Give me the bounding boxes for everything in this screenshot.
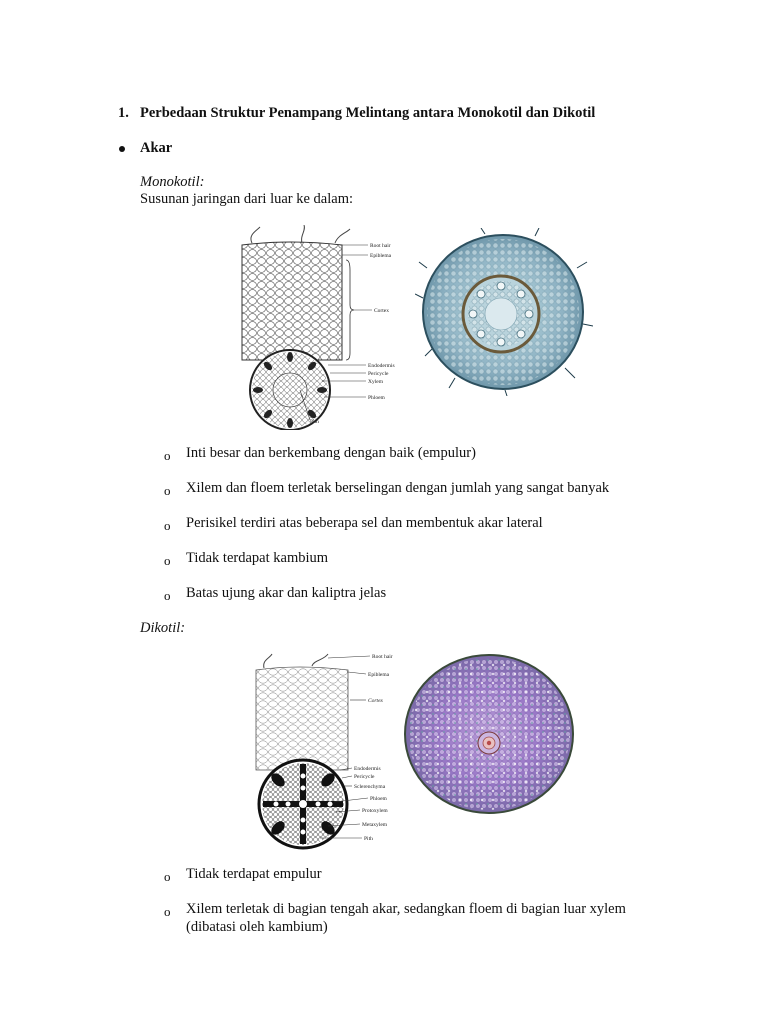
section-title: Akar	[140, 140, 173, 156]
dicot-label-protoxylem: Protoxylem	[362, 808, 388, 814]
mono-label-pericycle: Pericycle	[368, 371, 389, 377]
mono-label-cortex: Cortex	[374, 308, 389, 314]
mono-label-xylem: Xylem	[368, 379, 383, 385]
mono-label-pith: Pith	[310, 419, 319, 425]
bullet-o-icon: o	[164, 483, 171, 498]
mono-point-5: Batas ujung akar dan kaliptra jelas	[186, 585, 387, 601]
dicot-label-pith: Pith	[364, 836, 373, 842]
mono-label-root-hair: Root hair	[370, 243, 391, 249]
mono-point-4: Tidak terdapat kambium	[186, 550, 329, 566]
dicot-label-root-hair: Root hair	[372, 654, 393, 660]
dicot-label-epiblema: Epiblema	[368, 672, 390, 678]
dicot-micrograph	[403, 653, 575, 815]
di-point-2-continued: (dibatasi oleh kambium)	[186, 919, 328, 935]
bullet-o-icon: o	[164, 553, 171, 568]
monocot-root-diagram	[230, 225, 405, 430]
heading-number: 1.	[118, 105, 129, 121]
dicot-label-pericycle: Pericycle	[354, 774, 375, 780]
bullet-o-icon: o	[164, 869, 171, 884]
monocot-micrograph	[415, 228, 593, 396]
bullet-o-icon: o	[164, 448, 171, 463]
dicot-label-phloem: Phloem	[370, 796, 387, 802]
mono-label-phloem: Phloem	[368, 395, 385, 401]
mono-label-epiblema: Epiblema	[370, 253, 392, 259]
mono-label-endodermis: Endodermis	[368, 363, 395, 369]
bullet-o-icon: o	[164, 518, 171, 533]
bullet-o-icon: o	[164, 588, 171, 603]
monokotil-label: Monokotil:	[140, 174, 205, 190]
page-heading: Perbedaan Struktur Penampang Melintang antara Monokotil dan Dikotil	[140, 105, 596, 121]
di-point-1: Tidak terdapat empulur	[186, 866, 322, 882]
bullet-o-icon: o	[164, 904, 171, 919]
mono-point-3: Perisikel terdiri atas beberapa sel dan membentuk akar lateral	[186, 515, 543, 531]
dikotil-label: Dikotil:	[140, 620, 186, 636]
di-point-2: Xilem terletak di bagian tengah akar, sedangkan floem di bagian luar xylem	[186, 901, 626, 917]
dicot-label-endodermis: Endodermis	[354, 766, 381, 772]
mono-point-1: Inti besar dan berkembang dengan baik (empulur)	[186, 445, 476, 461]
dicot-label-metaxylem: Metaxylem	[362, 822, 388, 828]
mono-point-2: Xilem dan floem terletak berselingan dengan jumlah yang sangat banyak	[186, 480, 610, 496]
monokotil-intro: Susunan jaringan dari luar ke dalam:	[140, 191, 354, 207]
bullet-disc-icon	[119, 146, 125, 152]
dicot-label-cortex: Cortex	[368, 698, 383, 704]
dicot-root-diagram	[248, 652, 408, 852]
dicot-label-sclerenchyma: Sclerenchyma	[354, 784, 386, 790]
